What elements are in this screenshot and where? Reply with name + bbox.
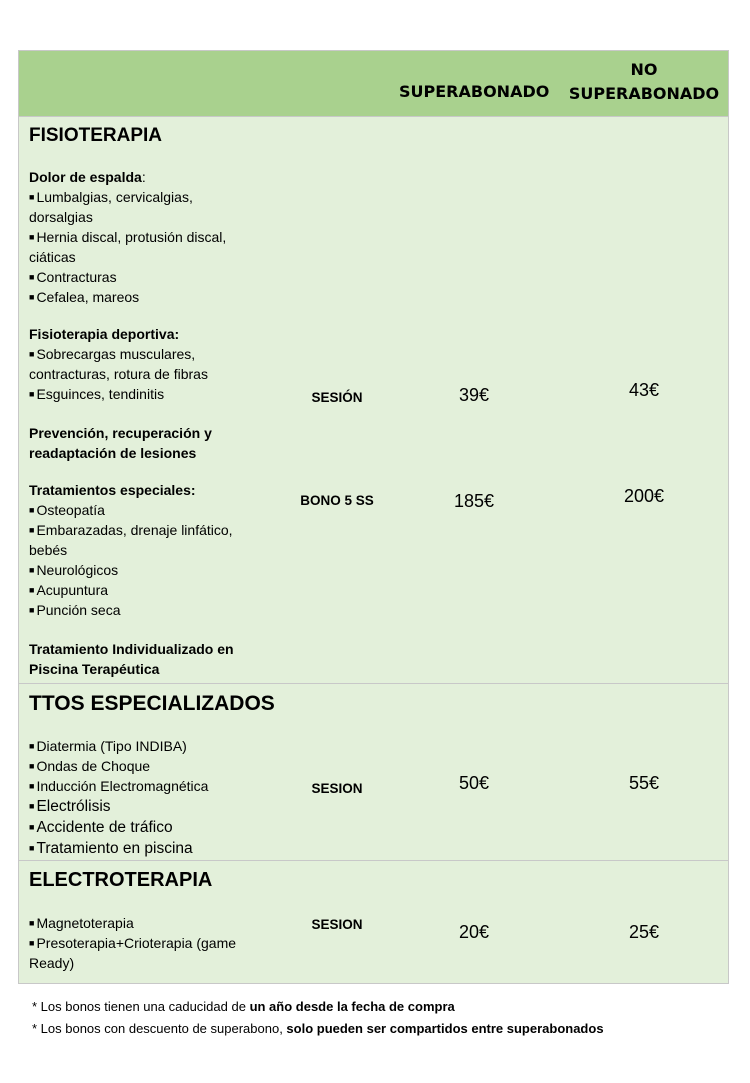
list-item: ■ Embarazadas, drenaje linfático, [29, 522, 233, 538]
header-no-superabonado [564, 58, 724, 106]
dolor-espalda-colon: : [141, 169, 146, 185]
list-item: contracturas, rotura de fibras [29, 366, 208, 382]
square-bullet-icon: ■ [29, 822, 35, 832]
square-bullet-icon: ■ [29, 741, 35, 751]
price-bono-superabonado: 185€ [453, 491, 495, 511]
square-bullet-icon: ■ [29, 585, 35, 595]
ttos-especializados-title: TTOS ESPECIALIZADOS [29, 692, 275, 715]
list-item: ■ Acupuntura [29, 582, 109, 598]
list-item: ■ Lumbalgias, cervicalgias, [29, 189, 193, 205]
fisioterapia-row [19, 117, 728, 684]
square-bullet-icon: ■ [29, 525, 35, 535]
square-bullet-icon: ■ [29, 761, 35, 771]
label-bono-5-ss: BONO 5 SS [300, 493, 374, 508]
dolor-espalda-block [29, 167, 279, 307]
ttos-list [29, 736, 289, 859]
tratamientos-especiales-block [29, 480, 279, 620]
list-item: ciáticas [29, 249, 76, 265]
price-electro-no-superabonado: 25€ [628, 922, 660, 942]
electroterapia-row [19, 861, 728, 983]
fisioterapia-deportiva-block [29, 324, 279, 404]
square-bullet-icon: ■ [29, 505, 35, 515]
square-bullet-icon: ■ [29, 938, 35, 948]
square-bullet-icon: ■ [29, 781, 35, 791]
list-item: ■ Contracturas [29, 269, 117, 285]
fisioterapia-deportiva-heading: Fisioterapia deportiva: [29, 326, 180, 342]
price-sesion-superabonado: 39€ [458, 385, 490, 405]
list-item: ■ Electrólisis [29, 798, 111, 815]
square-bullet-icon: ■ [29, 232, 35, 242]
square-bullet-icon: ■ [29, 801, 35, 811]
list-item: ■ Accidente de tráfico [29, 819, 173, 836]
piscina-line1: Tratamiento Individualizado en [29, 641, 234, 657]
list-item: bebés [29, 542, 68, 558]
square-bullet-icon: ■ [29, 292, 35, 302]
price-ttos-no-superabonado: 55€ [628, 773, 660, 793]
square-bullet-icon: ■ [29, 349, 35, 359]
price-table [18, 50, 729, 984]
prevencion-line2: readaptación de lesiones [29, 445, 197, 461]
square-bullet-icon: ■ [29, 389, 35, 399]
ttos-especializados-row [19, 684, 728, 861]
piscina-block [29, 639, 279, 679]
list-item: ■ Cefalea, mareos [29, 289, 140, 305]
header-superabonado: SUPERABONADO [399, 82, 550, 101]
header-no-line2: SUPERABONADO [568, 84, 720, 103]
price-electro-superabonado: 20€ [458, 922, 490, 942]
piscina-line2: Piscina Terapéutica [29, 661, 160, 677]
price-sesion-no-superabonado: 43€ [628, 380, 660, 400]
footnote-compartidos: * Los bonos con descuento de superabono, solo pueden ser compartidos entre superabonados [32, 1021, 604, 1036]
label-sesion: SESIÓN [311, 390, 363, 405]
list-item: ■ Inducción Electromagnética [29, 778, 209, 794]
list-item: ■ Sobrecargas musculares, [29, 346, 196, 362]
list-item: ■ Hernia discal, protusión discal, [29, 229, 227, 245]
list-item: Ready) [29, 955, 75, 971]
price-bono-no-superabonado: 200€ [623, 486, 665, 506]
prevencion-block [29, 423, 279, 463]
footnotes [32, 996, 604, 1040]
list-item: ■ Ondas de Choque [29, 758, 151, 774]
footnote-caducidad: * Los bonos tienen una caducidad de un año desde la fecha de compra [32, 999, 455, 1014]
prevencion-line1: Prevención, recuperación y [29, 425, 212, 441]
electroterapia-title: ELECTROTERAPIA [29, 869, 213, 891]
header-no-line1: NO [630, 60, 658, 79]
label-sesion: SESION [311, 917, 363, 932]
square-bullet-icon: ■ [29, 565, 35, 575]
square-bullet-icon: ■ [29, 843, 35, 853]
square-bullet-icon: ■ [29, 272, 35, 282]
list-item: ■ Presoterapia+Crioterapia (game [29, 935, 237, 951]
dolor-espalda-heading: Dolor de espalda [29, 169, 142, 185]
square-bullet-icon: ■ [29, 192, 35, 202]
square-bullet-icon: ■ [29, 918, 35, 928]
electroterapia-list [29, 913, 289, 973]
list-item: ■ Neurológicos [29, 562, 119, 578]
list-item: ■ Magnetoterapia [29, 915, 134, 931]
list-item: dorsalgias [29, 209, 93, 225]
list-item: ■ Punción seca [29, 602, 121, 618]
price-ttos-superabonado: 50€ [458, 773, 490, 793]
fisioterapia-title: FISIOTERAPIA [29, 125, 163, 146]
tratamientos-especiales-heading: Tratamientos especiales: [29, 482, 196, 498]
list-item: ■ Esguinces, tendinitis [29, 386, 165, 402]
table-header-row [19, 51, 728, 117]
square-bullet-icon: ■ [29, 605, 35, 615]
list-item: ■ Tratamiento en piscina [29, 840, 193, 857]
list-item: ■ Diatermia (Tipo INDIBA) [29, 738, 187, 754]
list-item: ■ Osteopatía [29, 502, 105, 518]
label-sesion: SESION [311, 781, 363, 796]
